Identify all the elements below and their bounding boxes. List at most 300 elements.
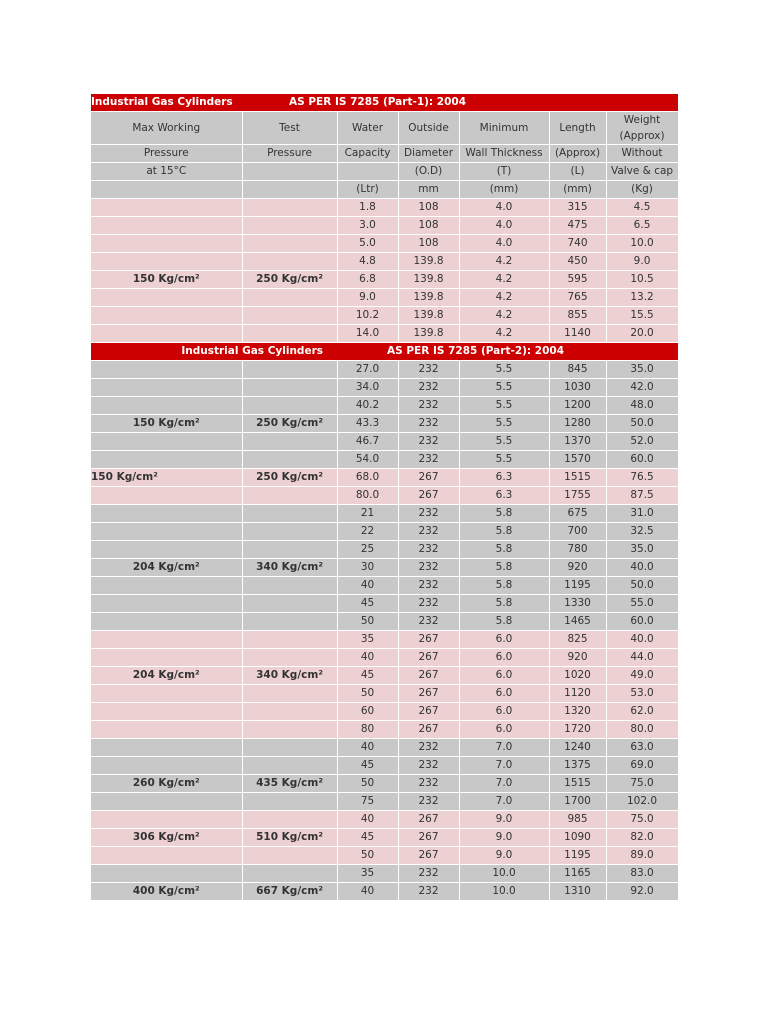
test-pressure-cell [242,451,337,469]
outside-diameter-cell: 232 [398,793,459,811]
test-pressure-cell [242,847,337,865]
table-row [91,811,678,829]
weight-cell: 80.0 [606,721,678,739]
wall-thickness-cell: 4.0 [459,235,549,253]
test-pressure-cell [242,235,337,253]
wall-thickness-cell: 5.8 [459,595,549,613]
wall-thickness-cell: 6.3 [459,469,549,487]
water-capacity-cell: 9.0 [337,289,398,307]
header-cell: (L) [549,163,606,181]
working-pressure-cell: 306 Kg/cm² [91,829,242,847]
water-capacity-cell: 34.0 [337,379,398,397]
wall-thickness-cell: 5.8 [459,505,549,523]
table-row [91,559,678,577]
test-pressure-cell [242,739,337,757]
outside-diameter-cell: 232 [398,361,459,379]
weight-cell: 42.0 [606,379,678,397]
wall-thickness-cell: 6.0 [459,631,549,649]
table-row [91,577,678,595]
test-pressure-cell [242,595,337,613]
working-pressure-cell: 150 Kg/cm² [91,415,242,433]
table-row [91,289,678,307]
test-pressure-cell [242,721,337,739]
outside-diameter-cell: 267 [398,631,459,649]
weight-cell: 83.0 [606,865,678,883]
table-row [91,865,678,883]
length-cell: 1720 [549,721,606,739]
working-pressure-cell [91,199,242,217]
water-capacity-cell: 40 [337,883,398,901]
spec-table [91,94,679,901]
table-row [91,775,678,793]
weight-cell: 13.2 [606,289,678,307]
wall-thickness-cell: 5.5 [459,433,549,451]
outside-diameter-cell: 232 [398,559,459,577]
wall-thickness-cell: 5.5 [459,379,549,397]
weight-cell: 52.0 [606,433,678,451]
outside-diameter-cell: 267 [398,829,459,847]
working-pressure-cell: 204 Kg/cm² [91,559,242,577]
header-cell: at 15°C [91,163,242,181]
length-cell: 1375 [549,757,606,775]
header-cell: Pressure [242,145,337,163]
outside-diameter-cell: 108 [398,199,459,217]
water-capacity-cell: 27.0 [337,361,398,379]
weight-cell: 62.0 [606,703,678,721]
working-pressure-cell [91,595,242,613]
test-pressure-cell [242,217,337,235]
table-row [91,451,678,469]
water-capacity-cell: 35 [337,631,398,649]
wall-thickness-cell: 6.0 [459,667,549,685]
length-cell: 1195 [549,847,606,865]
table-row [91,415,678,433]
table-row [91,523,678,541]
outside-diameter-cell: 267 [398,685,459,703]
wall-thickness-cell: 5.5 [459,397,549,415]
length-cell: 1515 [549,469,606,487]
wall-thickness-cell: 7.0 [459,739,549,757]
weight-cell: 53.0 [606,685,678,703]
weight-cell: 10.0 [606,235,678,253]
outside-diameter-cell: 232 [398,577,459,595]
length-cell: 1165 [549,865,606,883]
weight-cell: 4.5 [606,199,678,217]
table-row [91,739,678,757]
header-cell: Max Working [91,112,242,145]
test-pressure-cell [242,649,337,667]
weight-cell: 35.0 [606,361,678,379]
water-capacity-cell: 54.0 [337,451,398,469]
wall-thickness-cell: 7.0 [459,757,549,775]
outside-diameter-cell: 139.8 [398,271,459,289]
working-pressure-cell: 400 Kg/cm² [91,883,242,901]
weight-cell: 87.5 [606,487,678,505]
table-row [91,793,678,811]
length-cell: 595 [549,271,606,289]
water-capacity-cell: 45 [337,595,398,613]
length-cell: 1090 [549,829,606,847]
length-cell: 985 [549,811,606,829]
water-capacity-cell: 68.0 [337,469,398,487]
water-capacity-cell: 40.2 [337,397,398,415]
weight-cell: 10.5 [606,271,678,289]
water-capacity-cell: 50 [337,685,398,703]
outside-diameter-cell: 108 [398,217,459,235]
header-cell [91,181,242,199]
header-row-2 [91,145,678,163]
outside-diameter-cell: 267 [398,667,459,685]
part1-title-left: Industrial Gas Cylinders [91,94,337,112]
weight-cell: 50.0 [606,415,678,433]
wall-thickness-cell: 10.0 [459,865,549,883]
working-pressure-cell [91,631,242,649]
wall-thickness-cell: 10.0 [459,883,549,901]
wall-thickness-cell: 7.0 [459,793,549,811]
test-pressure-cell: 435 Kg/cm² [242,775,337,793]
header-cell: mm [398,181,459,199]
working-pressure-cell [91,523,242,541]
length-cell: 1280 [549,415,606,433]
length-cell: 855 [549,307,606,325]
water-capacity-cell: 45 [337,667,398,685]
header-cell: (Approx) [549,145,606,163]
table-row [91,649,678,667]
wall-thickness-cell: 4.0 [459,217,549,235]
outside-diameter-cell: 267 [398,649,459,667]
weight-cell: 89.0 [606,847,678,865]
working-pressure-cell [91,451,242,469]
length-cell: 1320 [549,703,606,721]
working-pressure-cell [91,757,242,775]
wall-thickness-cell: 5.8 [459,577,549,595]
length-cell: 1120 [549,685,606,703]
table-row [91,631,678,649]
working-pressure-cell [91,487,242,505]
working-pressure-cell [91,253,242,271]
water-capacity-cell: 35 [337,865,398,883]
working-pressure-cell [91,739,242,757]
weight-cell: 60.0 [606,613,678,631]
outside-diameter-cell: 267 [398,703,459,721]
water-capacity-cell: 43.3 [337,415,398,433]
water-capacity-cell: 40 [337,739,398,757]
length-cell: 700 [549,523,606,541]
working-pressure-cell [91,793,242,811]
working-pressure-cell [91,577,242,595]
wall-thickness-cell: 6.0 [459,649,549,667]
test-pressure-cell [242,397,337,415]
test-pressure-cell [242,433,337,451]
outside-diameter-cell: 267 [398,847,459,865]
outside-diameter-cell: 108 [398,235,459,253]
outside-diameter-cell: 139.8 [398,325,459,343]
table-row [91,253,678,271]
length-cell: 1200 [549,397,606,415]
header-cell: Water [337,112,398,145]
outside-diameter-cell: 232 [398,739,459,757]
table-row [91,613,678,631]
wall-thickness-cell: 6.3 [459,487,549,505]
water-capacity-cell: 80.0 [337,487,398,505]
part2-title-left: Industrial Gas Cylinders [91,343,337,361]
part2-title-right: AS PER IS 7285 (Part-2): 2004 [337,343,678,361]
outside-diameter-cell: 232 [398,379,459,397]
length-cell: 740 [549,235,606,253]
weight-cell: 35.0 [606,541,678,559]
outside-diameter-cell: 232 [398,865,459,883]
water-capacity-cell: 4.8 [337,253,398,271]
test-pressure-cell [242,613,337,631]
length-cell: 1030 [549,379,606,397]
weight-cell: 44.0 [606,649,678,667]
length-cell: 1570 [549,451,606,469]
working-pressure-cell [91,325,242,343]
outside-diameter-cell: 232 [398,415,459,433]
outside-diameter-cell: 232 [398,397,459,415]
outside-diameter-cell: 267 [398,469,459,487]
water-capacity-cell: 25 [337,541,398,559]
working-pressure-cell [91,361,242,379]
table-row [91,685,678,703]
table-row [91,397,678,415]
water-capacity-cell: 75 [337,793,398,811]
weight-cell: 102.0 [606,793,678,811]
test-pressure-cell [242,523,337,541]
table-row [91,379,678,397]
working-pressure-cell [91,235,242,253]
test-pressure-cell: 340 Kg/cm² [242,559,337,577]
water-capacity-cell: 1.8 [337,199,398,217]
table-row [91,595,678,613]
wall-thickness-cell: 6.0 [459,685,549,703]
water-capacity-cell: 46.7 [337,433,398,451]
header-cell: Without [606,145,678,163]
weight-cell: 32.5 [606,523,678,541]
outside-diameter-cell: 232 [398,523,459,541]
part1-title-band [91,94,678,112]
table-row [91,217,678,235]
test-pressure-cell [242,505,337,523]
working-pressure-cell [91,433,242,451]
wall-thickness-cell: 4.2 [459,271,549,289]
wall-thickness-cell: 9.0 [459,847,549,865]
outside-diameter-cell: 267 [398,811,459,829]
outside-diameter-cell: 139.8 [398,307,459,325]
wall-thickness-cell: 5.8 [459,523,549,541]
length-cell: 315 [549,199,606,217]
header-cell: Diameter [398,145,459,163]
length-cell: 780 [549,541,606,559]
working-pressure-cell: 150 Kg/cm² [91,271,242,289]
header-cell: (Kg) [606,181,678,199]
test-pressure-cell [242,541,337,559]
test-pressure-cell [242,631,337,649]
table-row [91,847,678,865]
header-cell: Pressure [91,145,242,163]
header-cell: (Ltr) [337,181,398,199]
outside-diameter-cell: 267 [398,721,459,739]
weight-cell: 82.0 [606,829,678,847]
length-cell: 475 [549,217,606,235]
table-row [91,469,678,487]
water-capacity-cell: 40 [337,577,398,595]
test-pressure-cell [242,703,337,721]
outside-diameter-cell: 232 [398,505,459,523]
outside-diameter-cell: 232 [398,613,459,631]
water-capacity-cell: 14.0 [337,325,398,343]
length-cell: 1140 [549,325,606,343]
length-cell: 1330 [549,595,606,613]
outside-diameter-cell: 232 [398,433,459,451]
table-row [91,271,678,289]
weight-cell: 55.0 [606,595,678,613]
length-cell: 825 [549,631,606,649]
part1-title-right: AS PER IS 7285 (Part-1): 2004 [337,94,678,112]
test-pressure-cell [242,361,337,379]
wall-thickness-cell: 4.2 [459,307,549,325]
weight-cell: 69.0 [606,757,678,775]
test-pressure-cell [242,253,337,271]
length-cell: 1195 [549,577,606,595]
working-pressure-cell [91,847,242,865]
header-cell [337,163,398,181]
working-pressure-cell [91,541,242,559]
length-cell: 1310 [549,883,606,901]
weight-cell: 49.0 [606,667,678,685]
water-capacity-cell: 60 [337,703,398,721]
table-row [91,721,678,739]
spec-table-body [91,94,678,901]
header-cell [242,163,337,181]
test-pressure-cell: 510 Kg/cm² [242,829,337,847]
water-capacity-cell: 40 [337,649,398,667]
outside-diameter-cell: 232 [398,775,459,793]
working-pressure-cell: 260 Kg/cm² [91,775,242,793]
test-pressure-cell [242,325,337,343]
test-pressure-cell [242,487,337,505]
working-pressure-cell [91,217,242,235]
length-cell: 1020 [549,667,606,685]
table-row [91,199,678,217]
length-cell: 1240 [549,739,606,757]
outside-diameter-cell: 232 [398,757,459,775]
wall-thickness-cell: 6.0 [459,703,549,721]
part2-title-band [91,343,678,361]
working-pressure-cell [91,703,242,721]
table-row [91,307,678,325]
table-row [91,361,678,379]
table-row [91,487,678,505]
test-pressure-cell [242,289,337,307]
weight-cell: 48.0 [606,397,678,415]
working-pressure-cell [91,649,242,667]
test-pressure-cell: 667 Kg/cm² [242,883,337,901]
water-capacity-cell: 3.0 [337,217,398,235]
length-cell: 1515 [549,775,606,793]
length-cell: 1370 [549,433,606,451]
table-row [91,829,678,847]
water-capacity-cell: 45 [337,757,398,775]
weight-cell: 60.0 [606,451,678,469]
table-row [91,433,678,451]
weight-cell: 9.0 [606,253,678,271]
test-pressure-cell: 250 Kg/cm² [242,415,337,433]
wall-thickness-cell: 5.5 [459,361,549,379]
outside-diameter-cell: 267 [398,487,459,505]
length-cell: 1700 [549,793,606,811]
wall-thickness-cell: 5.5 [459,415,549,433]
test-pressure-cell [242,199,337,217]
working-pressure-cell [91,307,242,325]
water-capacity-cell: 21 [337,505,398,523]
weight-cell: 76.5 [606,469,678,487]
header-cell: Valve & cap [606,163,678,181]
table-row [91,325,678,343]
header-cell-weight [606,112,678,145]
weight-cell: 31.0 [606,505,678,523]
header-cell: Test [242,112,337,145]
test-pressure-cell: 250 Kg/cm² [242,271,337,289]
outside-diameter-cell: 139.8 [398,289,459,307]
header-row-4 [91,181,678,199]
outside-diameter-cell: 232 [398,541,459,559]
table-row [91,235,678,253]
working-pressure-cell [91,379,242,397]
water-capacity-cell: 6.8 [337,271,398,289]
water-capacity-cell: 22 [337,523,398,541]
header-cell: Capacity [337,145,398,163]
table-row [91,757,678,775]
water-capacity-cell: 40 [337,811,398,829]
working-pressure-cell [91,505,242,523]
wall-thickness-cell: 4.2 [459,253,549,271]
wall-thickness-cell: 5.5 [459,451,549,469]
wall-thickness-cell: 9.0 [459,829,549,847]
header-row-1 [91,112,678,145]
water-capacity-cell: 50 [337,613,398,631]
test-pressure-cell [242,307,337,325]
weight-cell: 63.0 [606,739,678,757]
weight-cell: 92.0 [606,883,678,901]
working-pressure-cell [91,613,242,631]
length-cell: 765 [549,289,606,307]
working-pressure-cell [91,811,242,829]
outside-diameter-cell: 232 [398,595,459,613]
outside-diameter-cell: 232 [398,451,459,469]
length-cell: 1755 [549,487,606,505]
working-pressure-cell: 204 Kg/cm² [91,667,242,685]
working-pressure-cell [91,865,242,883]
weight-cell: 40.0 [606,559,678,577]
cylinder-spec-sheet [91,94,678,901]
working-pressure-cell [91,289,242,307]
water-capacity-cell: 50 [337,775,398,793]
working-pressure-cell [91,721,242,739]
length-cell: 675 [549,505,606,523]
header-cell: Wall Thickness [459,145,549,163]
wall-thickness-cell: 4.0 [459,199,549,217]
weight-cell: 20.0 [606,325,678,343]
working-pressure-cell [91,685,242,703]
weight-cell: 15.5 [606,307,678,325]
length-cell: 845 [549,361,606,379]
water-capacity-cell: 80 [337,721,398,739]
header-cell: (O.D) [398,163,459,181]
outside-diameter-cell: 232 [398,883,459,901]
weight-cell: 40.0 [606,631,678,649]
wall-thickness-cell: 6.0 [459,721,549,739]
